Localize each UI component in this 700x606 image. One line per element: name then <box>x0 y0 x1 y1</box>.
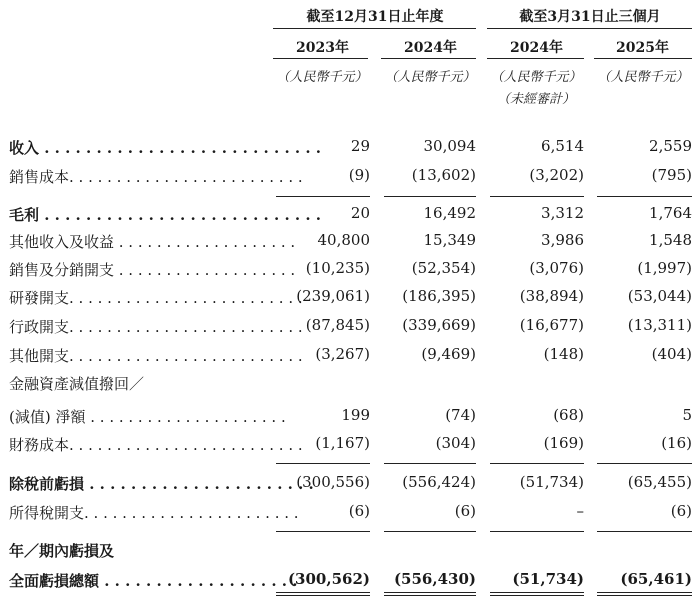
row-value-col-2: 30,094 <box>423 137 476 155</box>
row-value-col-3: (3,202) <box>529 166 584 184</box>
quarter-group-rule <box>487 28 692 29</box>
row-label: (減值) 淨額 . . . . . . . . . . . . . . . . . . . . . <box>9 408 286 426</box>
row-value-col-3: 3,312 <box>541 204 584 222</box>
row-value-col-1: 199 <box>341 406 370 424</box>
row-label: 全面虧損總額 . . . . . . . . . . . . . . . . . . . <box>9 572 298 590</box>
row-value-col-3: (68) <box>553 406 584 424</box>
row-value-col-4: (6) <box>670 502 692 520</box>
row-value-col-1: (300,562) <box>287 570 370 588</box>
income-tax-rule-1 <box>276 531 370 532</box>
annual-group-rule <box>273 28 476 29</box>
row-label: 銷售成本. . . . . . . . . . . . . . . . . . . . . . . . . <box>9 168 303 186</box>
col-4-year: 2025年 <box>616 40 669 56</box>
row-value-col-3: (148) <box>543 345 584 363</box>
col-2-year: 2024年 <box>404 40 457 56</box>
row-value-col-2: (52,354) <box>411 259 476 277</box>
row-value-col-2: (556,430) <box>393 570 476 588</box>
row-value-col-4: 2,559 <box>649 137 692 155</box>
row-label: 財務成本. . . . . . . . . . . . . . . . . . . . . . . . . <box>9 436 303 454</box>
total-double-rule-3b <box>490 595 584 596</box>
col-3-unaudited-note: （未經審計） <box>496 92 575 107</box>
row-value-col-3: 3,986 <box>541 231 584 249</box>
col-1-unit: （人民幣千元） <box>276 70 368 85</box>
total-double-rule-2a <box>384 592 476 593</box>
row-value-col-4: (16) <box>661 434 692 452</box>
row-label: 毛利 . . . . . . . . . . . . . . . . . . . . . . . . . . . <box>9 206 321 224</box>
row-value-col-4: 5 <box>682 406 692 424</box>
col-3-year: 2024年 <box>510 40 563 56</box>
row-value-col-4: (404) <box>651 345 692 363</box>
col-4-unit: （人民幣千元） <box>597 70 689 85</box>
row-value-col-1: (10,235) <box>305 259 370 277</box>
row-value-col-1: (87,845) <box>305 316 370 334</box>
row-value-col-4: (1,997) <box>637 259 692 277</box>
row-label: 收入 . . . . . . . . . . . . . . . . . . . . . . . . . . . <box>9 139 321 157</box>
finance-costs-rule-3 <box>490 463 584 464</box>
row-value-col-2: (9,469) <box>421 345 476 363</box>
row-value-col-2: 16,492 <box>423 204 476 222</box>
period-group-annual: 截至12月31日止年度 <box>306 9 444 25</box>
total-double-rule-2b <box>384 595 476 596</box>
row-value-col-4: 1,764 <box>649 204 692 222</box>
cost-of-sales-rule-3 <box>490 196 584 197</box>
row-label: 所得稅開支. . . . . . . . . . . . . . . . . . . . . . . <box>9 504 299 522</box>
row-value-col-4: 1,548 <box>649 231 692 249</box>
row-value-col-1: (9) <box>348 166 370 184</box>
row-value-col-3: (169) <box>543 434 584 452</box>
finance-costs-rule-1 <box>276 463 370 464</box>
finance-costs-rule-2 <box>384 463 476 464</box>
row-value-col-2: (556,424) <box>402 473 476 491</box>
income-tax-rule-2 <box>384 531 476 532</box>
row-value-col-3: (16,677) <box>519 316 584 334</box>
row-value-col-4: (53,044) <box>627 287 692 305</box>
cost-of-sales-rule-1 <box>276 196 370 197</box>
row-value-col-3: (38,894) <box>519 287 584 305</box>
row-label: 除稅前虧損 . . . . . . . . . . . . . . . . . . . . . . <box>9 475 314 493</box>
row-value-col-2: (13,602) <box>411 166 476 184</box>
col-2-unit: （人民幣千元） <box>384 70 476 85</box>
cost-of-sales-rule-2 <box>384 196 476 197</box>
col-2-year-rule <box>381 58 476 59</box>
period-group-quarter: 截至3月31日止三個月 <box>519 9 661 25</box>
row-label: 行政開支. . . . . . . . . . . . . . . . . . . . . . . . . <box>9 318 303 336</box>
row-value-col-1: (3,267) <box>315 345 370 363</box>
total-double-rule-1a <box>276 592 370 593</box>
row-value-col-2: (186,395) <box>402 287 476 305</box>
row-value-col-2: (6) <box>454 502 476 520</box>
row-value-col-1: 20 <box>350 204 370 222</box>
cost-of-sales-rule-4 <box>597 196 692 197</box>
col-3-year-rule <box>487 58 584 59</box>
finance-costs-rule-4 <box>597 463 692 464</box>
row-value-col-1: 29 <box>350 137 370 155</box>
col-3-unit: （人民幣千元） <box>490 70 582 85</box>
total-double-rule-4b <box>597 595 692 596</box>
row-value-col-4: (13,311) <box>627 316 692 334</box>
row-label: 銷售及分銷開支 . . . . . . . . . . . . . . . . . . . <box>9 261 296 279</box>
row-value-col-2: (304) <box>435 434 476 452</box>
row-label: 金融資產減值撥回／ <box>9 375 145 393</box>
row-value-col-3: (3,076) <box>529 259 584 277</box>
total-double-rule-4a <box>597 592 692 593</box>
row-value-col-1: (1,167) <box>315 434 370 452</box>
row-value-col-4: (65,461) <box>620 570 692 588</box>
row-label: 研發開支. . . . . . . . . . . . . . . . . . . . . . . . . <box>9 289 303 307</box>
row-value-col-2: (74) <box>445 406 476 424</box>
row-value-col-1: (300,556) <box>296 473 370 491</box>
row-value-col-2: 15,349 <box>423 231 476 249</box>
row-value-col-3: (51,734) <box>512 570 584 588</box>
row-value-col-1: (6) <box>348 502 370 520</box>
row-value-col-1: (239,061) <box>296 287 370 305</box>
total-double-rule-3a <box>490 592 584 593</box>
col-1-year: 2023年 <box>296 40 349 56</box>
row-value-col-3: – <box>576 502 584 520</box>
row-label: 年／期內虧損及 <box>9 542 115 560</box>
row-value-col-4: (795) <box>651 166 692 184</box>
row-label: 其他收入及收益 . . . . . . . . . . . . . . . . . . . <box>9 233 296 251</box>
total-double-rule-1b <box>276 595 370 596</box>
row-value-col-3: (51,734) <box>519 473 584 491</box>
income-tax-rule-4 <box>597 531 692 532</box>
col-4-year-rule <box>594 58 692 59</box>
row-value-col-4: (65,455) <box>627 473 692 491</box>
col-1-year-rule <box>273 58 368 59</box>
row-value-col-2: (339,669) <box>402 316 476 334</box>
row-value-col-3: 6,514 <box>541 137 584 155</box>
income-tax-rule-3 <box>490 531 584 532</box>
row-value-col-1: 40,800 <box>317 231 370 249</box>
row-label: 其他開支. . . . . . . . . . . . . . . . . . . . . . . . . <box>9 347 303 365</box>
